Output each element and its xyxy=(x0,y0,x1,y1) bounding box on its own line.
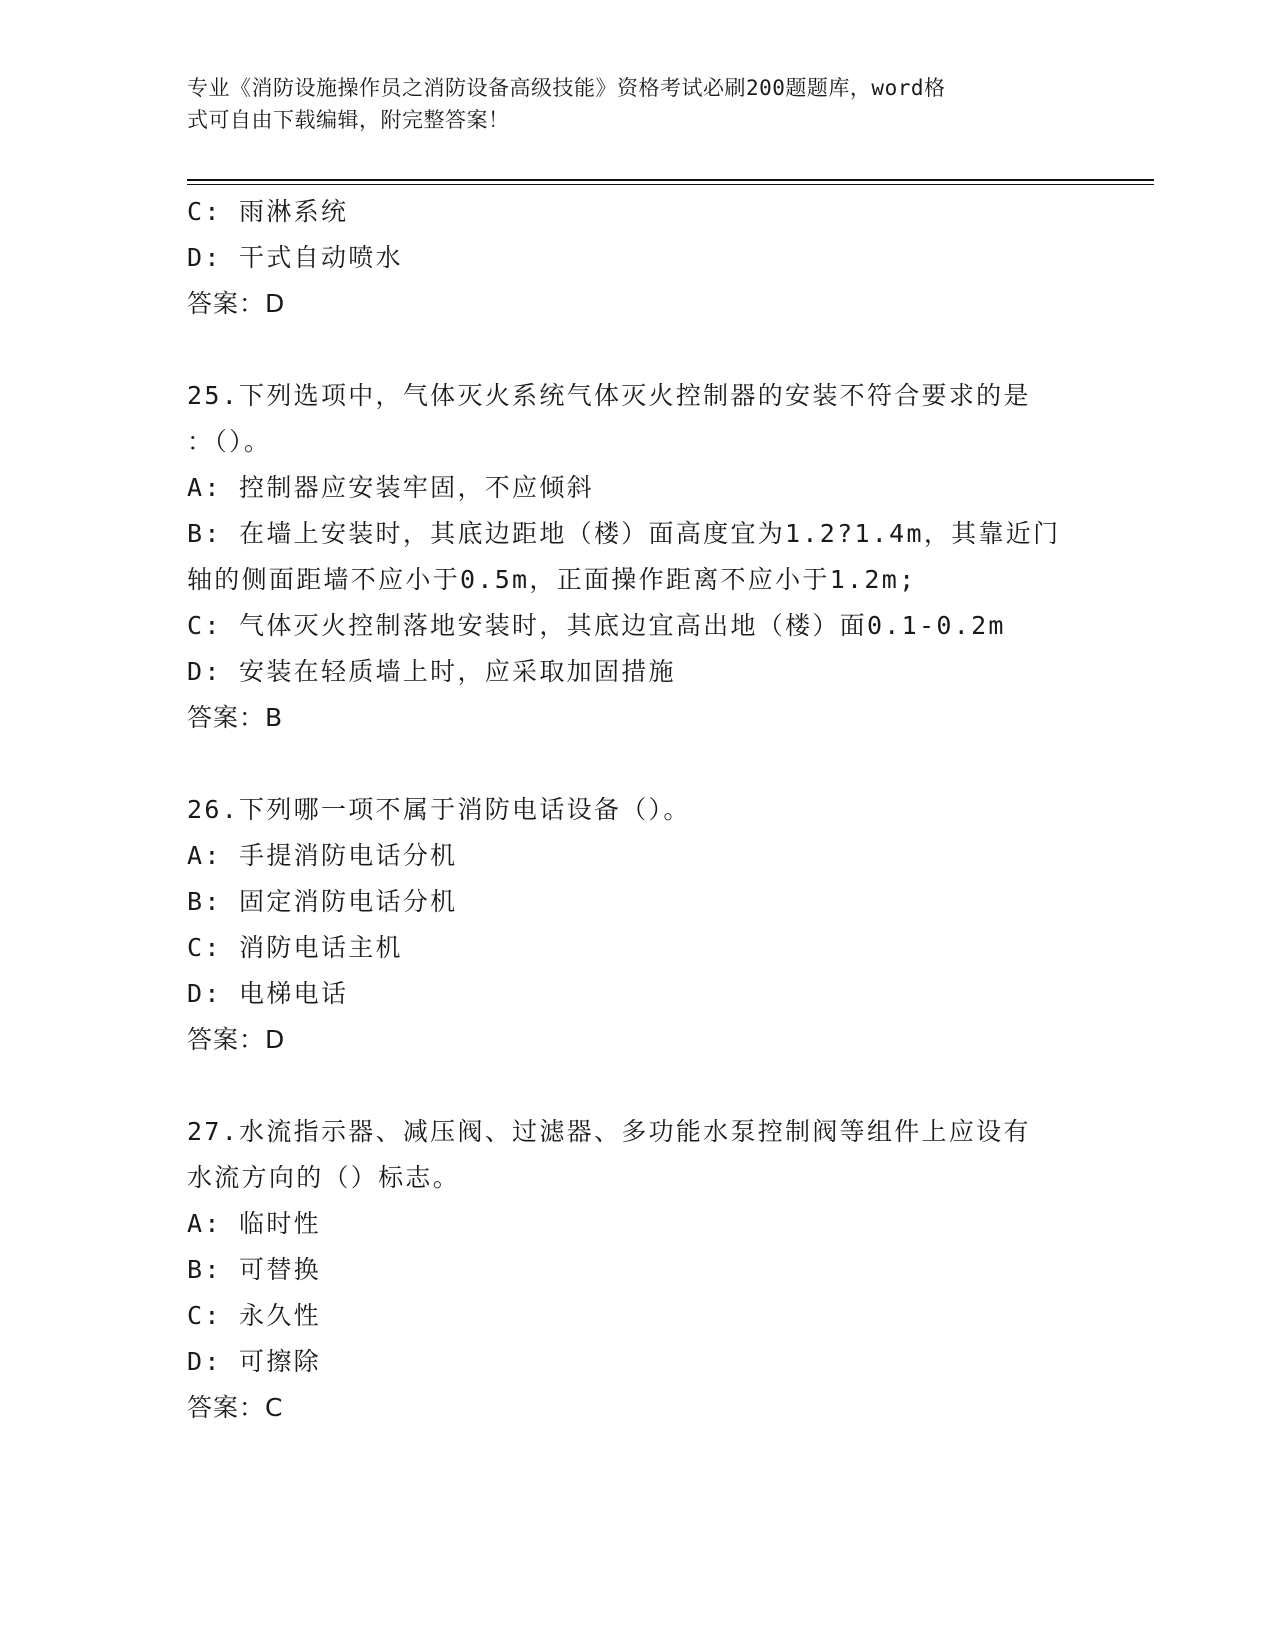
option-c: C: 雨淋系统 xyxy=(187,197,349,226)
option-a: A: 手提消防电话分机 xyxy=(187,841,458,870)
question-block-25 xyxy=(187,373,1087,741)
header-line-1: 专业《消防设施操作员之消防设备高级技能》资格考试必刷200题题库，word格 xyxy=(187,76,946,100)
answer-text: 答案：D xyxy=(187,1025,286,1054)
option-c: C: 永久性 xyxy=(187,1301,321,1330)
answer-text: 答案：D xyxy=(187,289,286,318)
answer-text: 答案：B xyxy=(187,703,284,732)
question-block-26 xyxy=(187,787,1087,1063)
answer-text: 答案：C xyxy=(187,1393,284,1422)
option-b-line-1: B: 在墙上安装时，其底边距地（楼）面高度宜为1.2?1.4m，其靠近门 xyxy=(187,519,1061,548)
option-d: D: 干式自动喷水 xyxy=(187,243,403,272)
question-stem-line-1: 25.下列选项中，气体灭火系统气体灭火控制器的安装不符合要求的是 xyxy=(187,381,1031,410)
question-block-27 xyxy=(187,1109,1087,1431)
option-d: D: 安装在轻质墙上时，应采取加固措施 xyxy=(187,657,676,686)
question-stem-line-1: 27.水流指示器、减压阀、过滤器、多功能水泵控制阀等组件上应设有 xyxy=(187,1117,1031,1146)
page-header xyxy=(187,72,1067,136)
spacer xyxy=(187,741,1087,787)
question-block-prev xyxy=(187,189,1087,327)
option-d: D: 电梯电话 xyxy=(187,979,349,1008)
spacer xyxy=(187,1063,1087,1109)
question-stem-line-2: ：（）。 xyxy=(187,427,272,456)
option-c: C: 消防电话主机 xyxy=(187,933,403,962)
option-a: A: 临时性 xyxy=(187,1209,321,1238)
option-b: B: 固定消防电话分机 xyxy=(187,887,458,916)
question-stem: 26.下列哪一项不属于消防电话设备（）。 xyxy=(187,795,691,824)
option-b-line-2: 轴的侧面距墙不应小于0.5m，正面操作距离不应小于1.2m; xyxy=(187,565,917,594)
question-list xyxy=(187,189,1087,1431)
option-d: D: 可擦除 xyxy=(187,1347,321,1376)
option-b: B: 可替换 xyxy=(187,1255,321,1284)
header-line-2: 式可自由下载编辑，附完整答案！ xyxy=(187,108,510,132)
option-a: A: 控制器应安装牢固，不应倾斜 xyxy=(187,473,594,502)
header-divider-thick xyxy=(187,179,1154,181)
spacer xyxy=(187,327,1087,373)
header-divider-thin xyxy=(187,184,1154,185)
question-stem-line-2: 水流方向的（）标志。 xyxy=(187,1163,461,1192)
option-c: C: 气体灭火控制落地安装时，其底边宜高出地（楼）面0.1-0.2m xyxy=(187,611,1006,640)
